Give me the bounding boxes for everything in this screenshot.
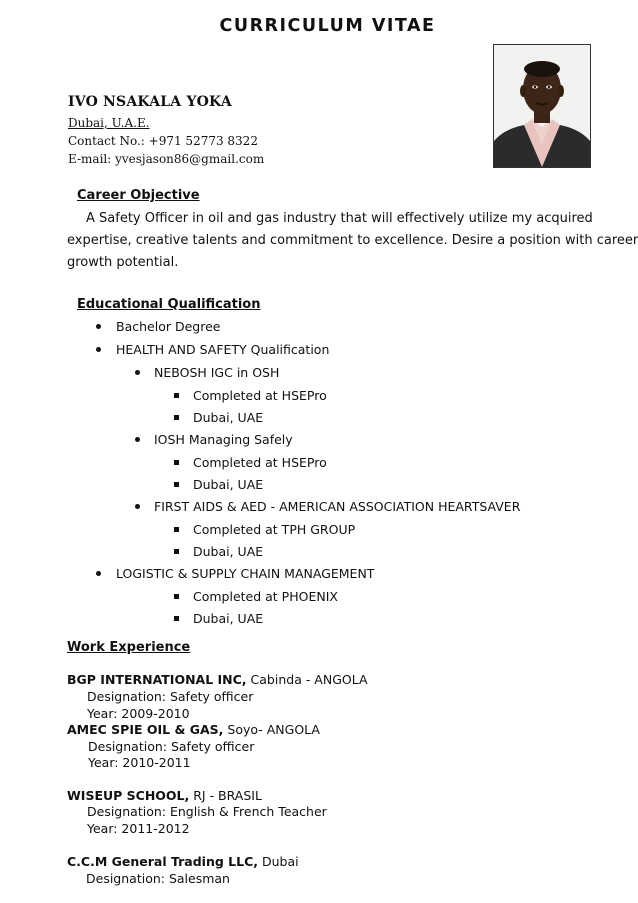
email: E-mail: yvesjason86@gmail.com xyxy=(68,152,265,166)
list-item: Completed at PHOENIX xyxy=(193,589,338,604)
job-designation: Designation: English & French Teacher xyxy=(87,804,327,819)
list-item: IOSH Managing Safely xyxy=(154,432,293,447)
list-item: Completed at TPH GROUP xyxy=(193,522,356,537)
list-item: Completed at HSEPro xyxy=(193,388,327,403)
square-bullet-icon xyxy=(174,616,179,621)
job-designation: Designation: Safety officer xyxy=(87,689,254,704)
square-bullet-icon xyxy=(174,460,179,465)
square-bullet-icon xyxy=(174,482,179,487)
company-name: WISEUP SCHOOL, xyxy=(67,788,190,803)
list-item: Dubai, UAE xyxy=(193,410,264,425)
job-location: Soyo- ANGOLA xyxy=(223,722,320,737)
job-entry xyxy=(67,672,368,687)
candidate-name: IVO NSAKALA YOKA xyxy=(68,94,232,110)
list-item: FIRST AIDS & AED - AMERICAN ASSOCIATION HEARTSAVER xyxy=(154,499,521,514)
job-year: Year: 2009-2010 xyxy=(87,706,190,721)
job-location: Dubai xyxy=(258,854,299,869)
bullet-icon xyxy=(135,504,140,509)
job-location: Cabinda - ANGOLA xyxy=(246,672,368,687)
list-item: Completed at HSEPro xyxy=(193,455,327,470)
work-experience-heading: Work Experience xyxy=(67,640,191,655)
objective-line-3: growth potential. xyxy=(67,255,179,270)
square-bullet-icon xyxy=(174,393,179,398)
objective-line-2: expertise, creative talents and commitment to excellence. Desire a position with career xyxy=(67,233,638,248)
job-year: Year: 2010-2011 xyxy=(88,755,191,770)
page-title: CURRICULUM VITAE xyxy=(219,16,436,36)
job-location: RJ - BRASIL xyxy=(189,788,262,803)
profile-photo xyxy=(493,44,591,168)
list-item: Dubai, UAE xyxy=(193,544,264,559)
job-designation: Designation: Salesman xyxy=(86,871,230,886)
bullet-icon xyxy=(96,571,101,576)
education-heading: Educational Qualification xyxy=(77,297,261,312)
job-entry xyxy=(67,854,299,869)
person-portrait-icon xyxy=(494,45,590,167)
job-year: Year: 2011-2012 xyxy=(87,821,190,836)
job-entry xyxy=(67,788,262,803)
square-bullet-icon xyxy=(174,527,179,532)
company-name: C.C.M General Trading LLC, xyxy=(67,854,259,869)
list-item: Dubai, UAE xyxy=(193,477,264,492)
list-item: LOGISTIC & SUPPLY CHAIN MANAGEMENT xyxy=(116,566,375,581)
contact-number: Contact No.: +971 52773 8322 xyxy=(68,134,258,148)
list-item: HEALTH AND SAFETY Qualification xyxy=(116,342,330,357)
objective-line-1: A Safety Officer in oil and gas industry that will effectively utilize my acquired xyxy=(86,211,593,226)
bullet-icon xyxy=(135,437,140,442)
square-bullet-icon xyxy=(174,415,179,420)
company-name: BGP INTERNATIONAL INC, xyxy=(67,672,247,687)
list-item: NEBOSH IGC in OSH xyxy=(154,365,280,380)
job-entry xyxy=(67,722,320,737)
company-name: AMEC SPIE OIL & GAS, xyxy=(67,722,224,737)
job-designation: Designation: Safety officer xyxy=(88,739,255,754)
list-item: Bachelor Degree xyxy=(116,319,221,334)
bullet-icon xyxy=(135,370,140,375)
bullet-icon xyxy=(96,324,101,329)
list-item: Dubai, UAE xyxy=(193,611,264,626)
career-objective-heading: Career Objective xyxy=(77,188,200,203)
location: Dubai, U.A.E. xyxy=(68,116,150,130)
bullet-icon xyxy=(96,347,101,352)
square-bullet-icon xyxy=(174,549,179,554)
square-bullet-icon xyxy=(174,594,179,599)
